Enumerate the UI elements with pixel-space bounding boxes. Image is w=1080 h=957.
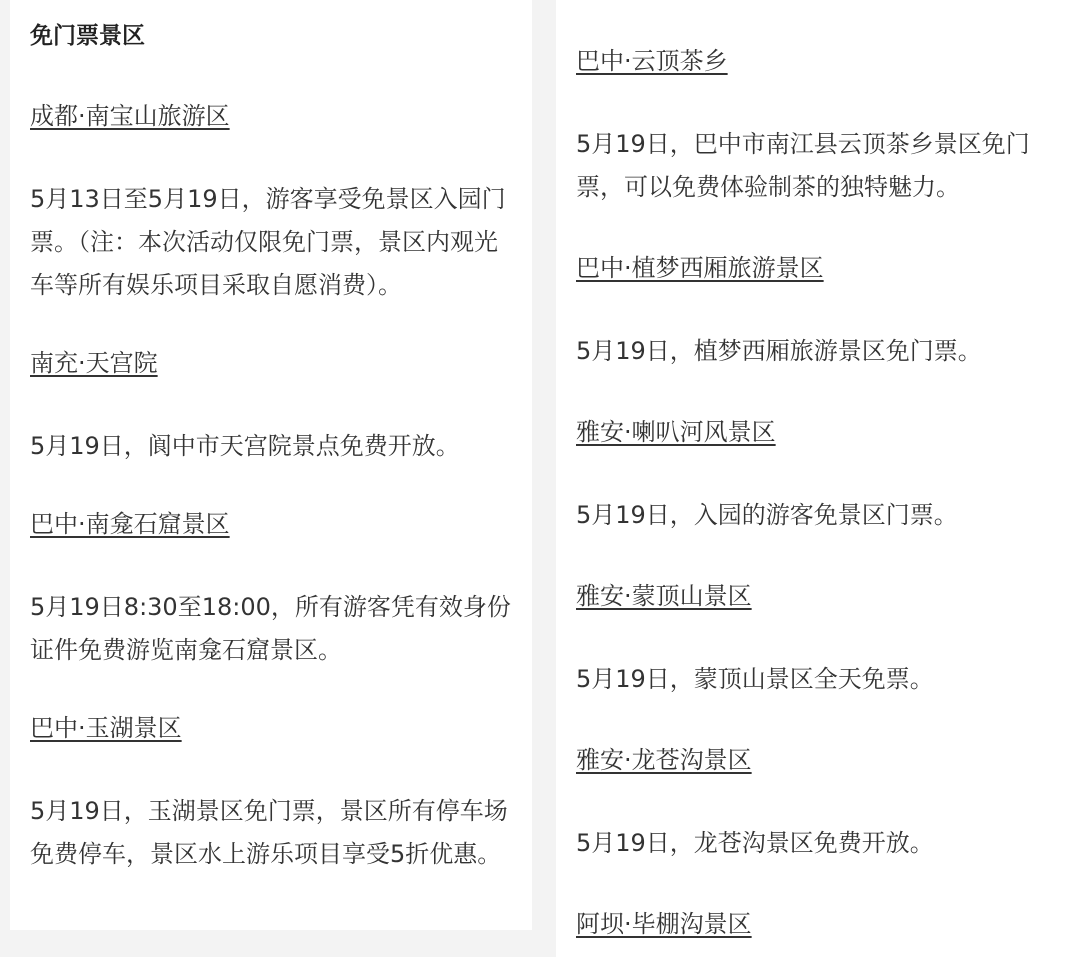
scenic-desc-nanbaoshan: 5月13日至5月19日，游客享受免景区入园门票。（注：本次活动仅限免门票，景区内观光车等所有娱乐项目采取自愿消费）。 — [30, 185, 506, 299]
scenic-desc-yunding: 5月19日，巴中市南江县云顶茶乡景区免门票，可以免费体验制茶的独特魅力。 — [576, 130, 1030, 201]
scenic-desc-yuhu: 5月19日，玉湖景区免门票，景区所有停车场免费停车，景区水上游乐项目享受5折优惠。 — [30, 797, 508, 868]
scenic-link-yuhu[interactable]: 巴中·玉湖景区 — [30, 714, 182, 742]
scenic-desc-nankan: 5月19日8:30至18:00，所有游客凭有效身份证件免费游览南龛石窟景区。 — [30, 593, 511, 664]
scenic-link-longcanggou[interactable]: 雅安·龙苍沟景区 — [576, 746, 752, 774]
scenic-link-yunding[interactable]: 巴中·云顶茶乡 — [576, 47, 728, 75]
scenic-desc-longcanggou: 5月19日，龙苍沟景区免费开放。 — [576, 829, 934, 857]
scenic-link-tiangongyuan[interactable]: 南充·天宫院 — [30, 349, 158, 377]
left-column — [10, 0, 532, 930]
scenic-desc-labahe: 5月19日，入园的游客免景区门票。 — [576, 501, 958, 529]
scenic-link-bipenggou[interactable]: 阿坝·毕棚沟景区 — [576, 910, 752, 938]
scenic-link-mengdingshan[interactable]: 雅安·蒙顶山景区 — [576, 582, 752, 610]
right-column — [556, 0, 1080, 957]
scenic-desc-mengdingshan: 5月19日，蒙顶山景区全天免票。 — [576, 665, 934, 693]
scenic-link-labahe[interactable]: 雅安·喇叭河风景区 — [576, 418, 776, 446]
scenic-desc-zhimeng: 5月19日，植梦西厢旅游景区免门票。 — [576, 337, 982, 365]
scenic-link-zhimeng[interactable]: 巴中·植梦西厢旅游景区 — [576, 254, 824, 282]
section-heading: 免门票景区 — [30, 23, 145, 49]
scenic-link-nanbaoshan[interactable]: 成都·南宝山旅游区 — [30, 102, 230, 130]
scenic-link-nankan[interactable]: 巴中·南龛石窟景区 — [30, 510, 230, 538]
scenic-desc-tiangongyuan: 5月19日，阆中市天宫院景点免费开放。 — [30, 432, 460, 460]
